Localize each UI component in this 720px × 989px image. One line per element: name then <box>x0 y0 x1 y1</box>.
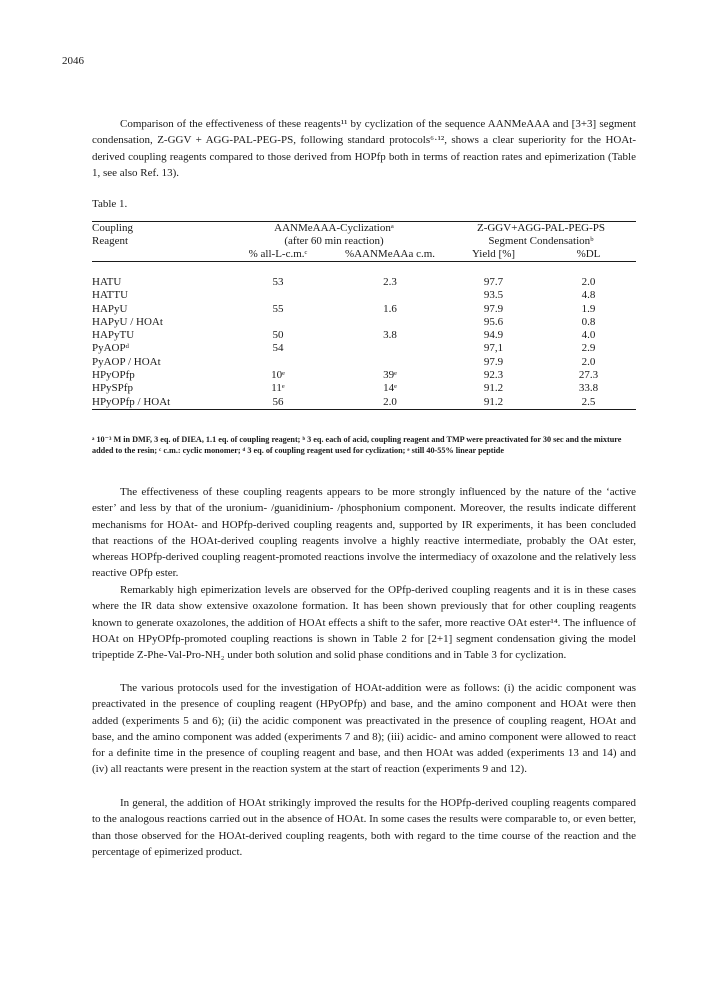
subheader-nme: %AANMeAAa c.m. <box>334 248 446 262</box>
header-reagent: Reagent <box>92 235 129 247</box>
nme-cell <box>334 289 446 302</box>
all-l-cell: 54 <box>272 342 284 355</box>
page-number: 2046 <box>62 55 84 67</box>
paragraph-5: In general, the addition of HOAt strikingly improved the results for the HOPfp-derived coupling reagents compared to the analogous reactions carried out in the absence of HOAt. In some cases the results were comparable to, or even better, than those observed for the HOAt-derived coupling reagents, both with regard to the time course of the reaction and the percentage of epimerized product. <box>92 797 636 858</box>
all-l-cell: 55 <box>272 302 284 315</box>
reagent-cell: PyAOPᵈ <box>92 342 130 355</box>
dl-cell: 2.0 <box>581 276 596 288</box>
table-row <box>92 329 636 342</box>
subheader-yield: Yield [%] <box>446 248 541 262</box>
yield-cell: 91.2 <box>446 396 541 410</box>
subheader-dl: %DL <box>541 248 636 262</box>
reagent-cell: HATU <box>92 276 122 288</box>
yield-cell: 97.9 <box>483 355 504 368</box>
all-l-cell: 10ᵉ <box>271 369 285 382</box>
dl-cell: 2.0 <box>581 355 596 368</box>
table-row <box>92 356 636 369</box>
table-row <box>92 303 636 316</box>
table-row <box>92 289 636 302</box>
dl-cell: 27.3 <box>578 369 599 382</box>
all-l-cell: 50 <box>272 329 284 342</box>
header-reaction-time: (after 60 min reaction) <box>284 235 384 247</box>
table-row <box>92 369 636 382</box>
all-l-cell: 53 <box>272 276 284 288</box>
yield-cell: 97.9 <box>483 302 504 315</box>
yield-cell: 92.3 <box>483 369 504 382</box>
paragraph-4: The various protocols used for the investigation of HOAt-addition were as follows: (i) the acidic component was preactivated in the presence of coupling reagent (HPyOPfp) and base, and the amino component and HOAt were then added (experiments 5 and 6); (ii) the acidic component was preactivated in the presence of coupling reagent, HOAt and base, and the amino component was added (experiments 7 and 8); (iii) acidic- and amino component were allowed to react for a definite time in the presence of coupling reagent and base, and then HOAt was added (experiments 13 and 14) and (iv) all reactants were present in the reaction system at the start of reaction (experiments 9 and 12). <box>92 682 636 776</box>
dl-cell: 4.8 <box>581 289 596 302</box>
yield-cell: 95.6 <box>483 315 504 328</box>
yield-cell: 94.9 <box>483 329 504 342</box>
header-coupling: Coupling <box>92 222 133 234</box>
reagent-cell: PyAOP / HOAt <box>92 355 161 368</box>
dl-cell: 4.0 <box>581 329 596 342</box>
reagent-cell: HATTU <box>92 289 129 302</box>
results-table <box>92 221 636 410</box>
yield-cell: 97.7 <box>483 276 504 288</box>
table-row <box>92 276 636 289</box>
table-footnote: ᵃ 10⁻³ M in DMF, 3 eq. of DIEA, 1.1 eq. of coupling reagent; ᵇ 3 eq. each of acid, coupling reagent and TMP were preactivated for 30 sec and the mixture added to the resin; ᶜ c.m.: cyclic monomer; ᵈ 3 eq. of coupling reagent used for cyclization; ᵉ still 40-55% linear peptide <box>92 435 622 456</box>
nme-cell: 2.0 <box>334 396 446 410</box>
nme-cell: 14ᵉ <box>383 382 397 395</box>
nme-cell: 39ᵉ <box>383 369 397 382</box>
all-l-cell <box>222 289 334 302</box>
nme-cell <box>334 316 446 329</box>
yield-cell: 97,1 <box>483 342 504 355</box>
dl-cell: 0.8 <box>581 315 596 328</box>
header-segment: Z-GGV+AGG-PAL-PEG-PS <box>476 222 606 234</box>
nme-cell: 1.6 <box>383 302 397 315</box>
dl-cell: 33.8 <box>578 382 599 395</box>
paragraph-2: The effectiveness of these coupling reagents appears to be more strongly influenced by the nature of the ‘active ester’ and less by that of the uronium- /guanidinium- /phosphonium component. Moreover, the results indicate different mechanisms for HOAt- and HOPfp-derived coupling reagents and, supported by IR experiments, it has been concluded that reactions of the HOAt-derived coupling reagents involve a highly reactive intermediate, probably the OAt ester, whereas HOPfp-derived coupling reagent-promoted reactions involve the intermediacy of oxazolone and the relatively less reactive OPfp ester. <box>92 486 636 580</box>
header-cyclization: AANMeAAA-Cyclizationᵃ <box>274 222 394 234</box>
table-row <box>92 396 636 410</box>
header-condensation: Segment Condensationᵇ <box>488 235 594 247</box>
yield-cell: 91.2 <box>483 382 504 395</box>
reagent-cell: HPyOPfp <box>92 369 135 382</box>
reagent-cell: HAPyTU <box>92 329 135 342</box>
nme-cell <box>334 356 446 369</box>
all-l-cell: 11ᵉ <box>271 382 285 395</box>
paragraph-3: Remarkably high epimerization levels are observed for the OPfp-derived coupling reagents and it is in these cases where the IR data show extensive oxazolone formation. It has been shown previously that for other coupling reagents known to generate oxazolones, the addition of HOAt effects a shift to the safer, more reactive OAt ester¹⁴. The influence of HOAt on HPyOPfp-promoted coupling reactions is shown in Table 2 for [2+1] segment condensation giving the model tripeptide Z-Phe-Val-Pro-NH₂ under both solution and solid phase conditions and in Table 3 for cyclization. <box>92 584 636 662</box>
nme-cell: 2.3 <box>383 276 397 288</box>
table-row <box>92 382 636 395</box>
table-caption: Table 1. <box>92 198 128 210</box>
all-l-cell <box>222 356 334 369</box>
table-1 <box>92 221 636 410</box>
dl-cell: 2.5 <box>541 396 636 410</box>
paragraph-1: Comparison of the effectiveness of these reagents¹¹ by cyclization of the sequence AANMeAAA and [3+3] segment condensation, Z-GGV + AGG-PAL-PEG-PS, following standard protocols⁶·¹², shows a clear superiority for the HOAt-derived coupling reagents compared to those derived from HOPfp both in terms of reaction rates and epimerization (Table 1, see also Ref. 13). <box>92 118 636 179</box>
nme-cell <box>334 342 446 355</box>
reagent-cell: HAPyU / HOAt <box>92 315 163 328</box>
subheader-all-l: % all-L-c.m.ᶜ <box>222 248 334 262</box>
reagent-cell: HPySPfp <box>92 382 133 395</box>
dl-cell: 2.9 <box>581 342 596 355</box>
nme-cell: 3.8 <box>383 329 397 342</box>
all-l-cell <box>222 316 334 329</box>
dl-cell: 1.9 <box>581 302 596 315</box>
table-row <box>92 316 636 329</box>
reagent-cell: HPyOPfp / HOAt <box>92 396 222 410</box>
yield-cell: 93.5 <box>483 289 504 302</box>
all-l-cell: 56 <box>222 396 334 410</box>
reagent-cell: HAPyU <box>92 302 128 315</box>
table-row <box>92 342 636 355</box>
